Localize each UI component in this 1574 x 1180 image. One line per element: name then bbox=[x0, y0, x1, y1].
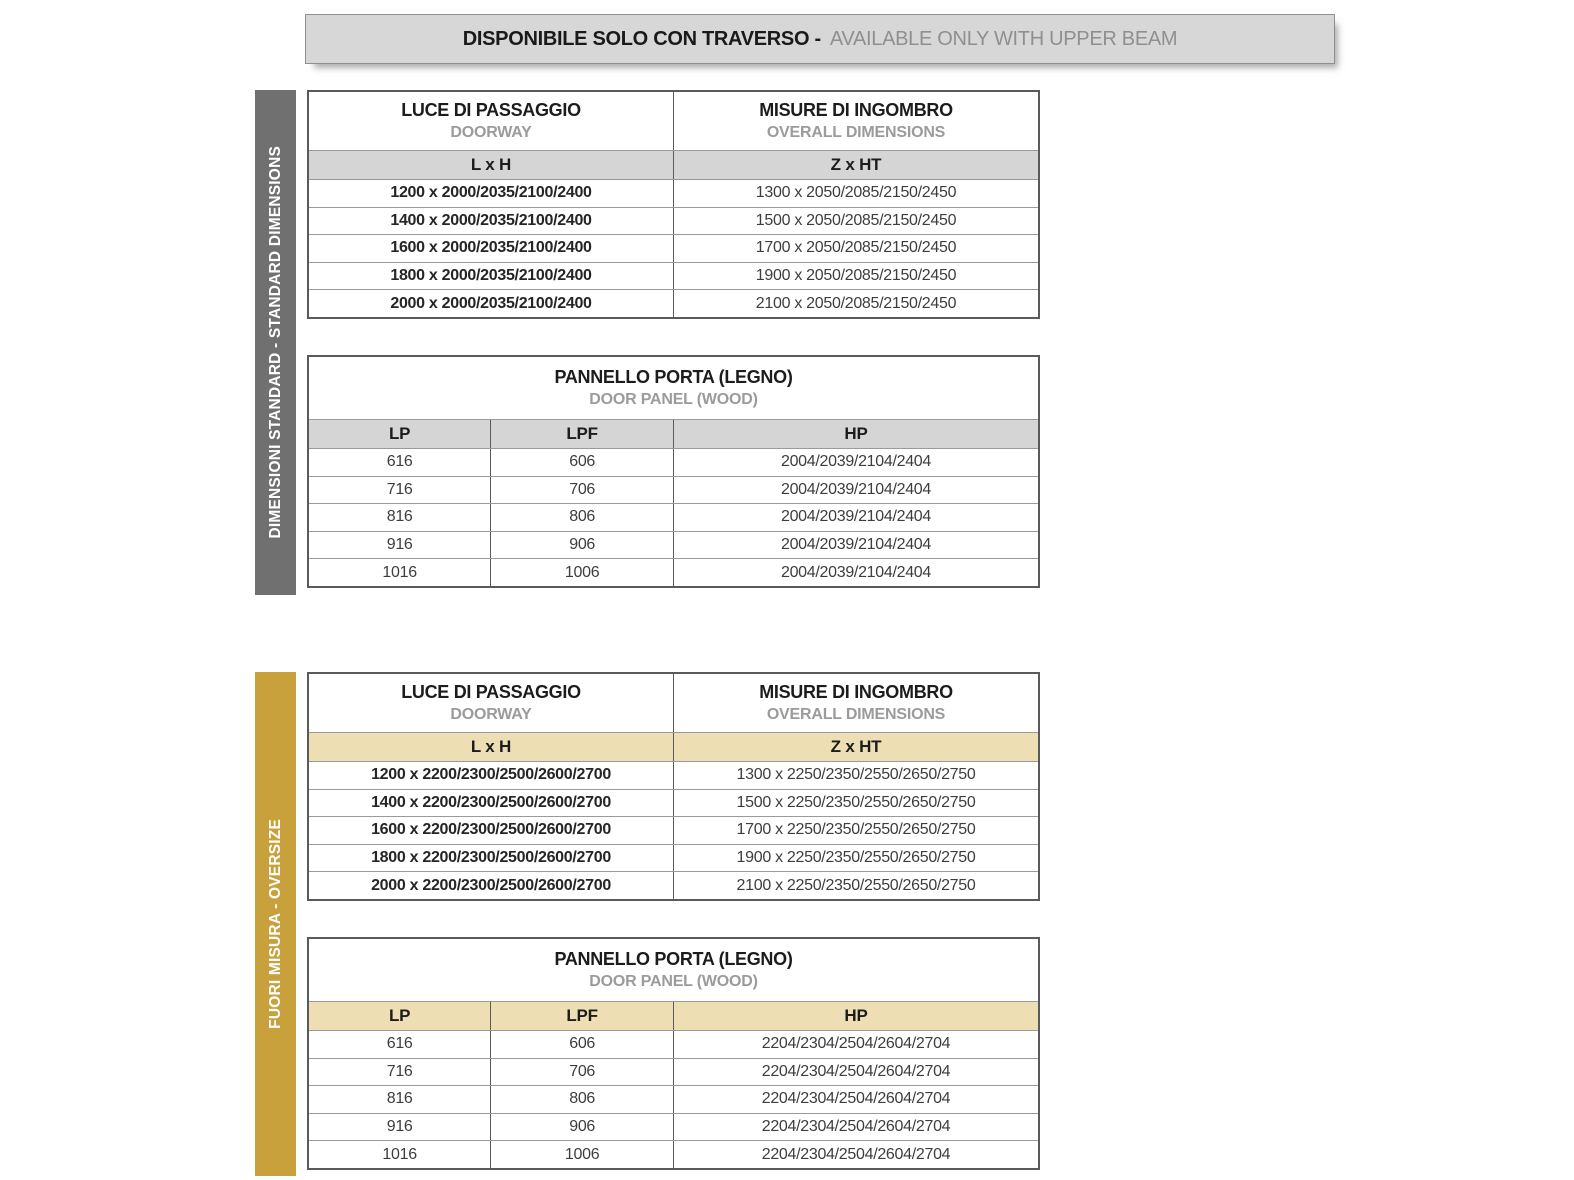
lxh-value: 1400 x 2000/2035/2100/2400 bbox=[308, 207, 674, 235]
table-row bbox=[308, 789, 1039, 817]
lxh-header: L x H bbox=[308, 733, 674, 762]
hp-value: 2204/2304/2504/2604/2704 bbox=[674, 1058, 1040, 1086]
hp-header: HP bbox=[674, 420, 1040, 449]
lxh-value: 1200 x 2200/2300/2500/2600/2700 bbox=[308, 762, 674, 790]
zxht-header: Z x HT bbox=[674, 151, 1040, 180]
lpf-value: 1006 bbox=[491, 559, 674, 587]
hp-value: 2004/2039/2104/2404 bbox=[674, 559, 1040, 587]
section-label-standard-text: DIMENSIONI STANDARD - STANDARD DIMENSIONS bbox=[266, 146, 284, 539]
hp-value: 2204/2304/2504/2604/2704 bbox=[674, 1141, 1040, 1169]
table-row bbox=[308, 207, 1039, 235]
zxht-value: 2100 x 2050/2085/2150/2450 bbox=[674, 290, 1040, 318]
lpf-value: 906 bbox=[491, 1113, 674, 1141]
table-title-row bbox=[308, 938, 1039, 1002]
lpf-value: 606 bbox=[491, 449, 674, 477]
doorway-title-en: DOORWAY bbox=[450, 123, 532, 141]
availability-banner bbox=[305, 14, 1335, 64]
table-row bbox=[308, 1113, 1039, 1141]
lp-value: 816 bbox=[308, 1086, 491, 1114]
overall-title-en: OVERALL DIMENSIONS bbox=[766, 705, 946, 723]
panel-title-it: PANNELLO PORTA (LEGNO) bbox=[554, 367, 793, 388]
lp-value: 916 bbox=[308, 531, 491, 559]
hp-value: 2004/2039/2104/2404 bbox=[674, 449, 1040, 477]
oversize-doorway-table bbox=[307, 672, 1040, 901]
zxht-value: 1300 x 2050/2085/2150/2450 bbox=[674, 180, 1040, 208]
table-title-row bbox=[308, 356, 1039, 420]
section-label-oversize bbox=[255, 672, 296, 1176]
lp-value: 716 bbox=[308, 1058, 491, 1086]
zxht-value: 2100 x 2250/2350/2550/2650/2750 bbox=[674, 872, 1040, 900]
overall-title-it: MISURE DI INGOMBRO bbox=[759, 682, 953, 703]
lp-value: 916 bbox=[308, 1113, 491, 1141]
hp-value: 2004/2039/2104/2404 bbox=[674, 504, 1040, 532]
standard-doorway-table bbox=[307, 90, 1040, 319]
lxh-value: 1600 x 2200/2300/2500/2600/2700 bbox=[308, 817, 674, 845]
table-row bbox=[308, 762, 1039, 790]
lp-value: 816 bbox=[308, 504, 491, 532]
table-row bbox=[308, 1031, 1039, 1059]
hp-value: 2004/2039/2104/2404 bbox=[674, 531, 1040, 559]
table-row bbox=[308, 1141, 1039, 1169]
section-label-standard bbox=[255, 90, 296, 595]
table-subheader-row bbox=[308, 733, 1039, 762]
banner-title-it: DISPONIBILE SOLO CON TRAVERSO - bbox=[462, 27, 821, 50]
hp-value: 2204/2304/2504/2604/2704 bbox=[674, 1031, 1040, 1059]
zxht-value: 1500 x 2250/2350/2550/2650/2750 bbox=[674, 789, 1040, 817]
hp-value: 2204/2304/2504/2604/2704 bbox=[674, 1113, 1040, 1141]
panel-header bbox=[308, 356, 1039, 420]
table-row bbox=[308, 476, 1039, 504]
zxht-value: 1500 x 2050/2085/2150/2450 bbox=[674, 207, 1040, 235]
oversize-panel-table bbox=[307, 937, 1040, 1170]
lxh-header: L x H bbox=[308, 151, 674, 180]
lpf-header: LPF bbox=[491, 420, 674, 449]
standard-panel-table bbox=[307, 355, 1040, 588]
panel-header bbox=[308, 938, 1039, 1002]
zxht-value: 1900 x 2050/2085/2150/2450 bbox=[674, 262, 1040, 290]
overall-title-en: OVERALL DIMENSIONS bbox=[766, 123, 946, 141]
table-row bbox=[308, 180, 1039, 208]
doorway-header bbox=[308, 673, 674, 733]
lxh-value: 1800 x 2200/2300/2500/2600/2700 bbox=[308, 844, 674, 872]
lpf-value: 906 bbox=[491, 531, 674, 559]
table-row bbox=[308, 1086, 1039, 1114]
zxht-value: 1900 x 2250/2350/2550/2650/2750 bbox=[674, 844, 1040, 872]
lxh-value: 2000 x 2200/2300/2500/2600/2700 bbox=[308, 872, 674, 900]
doorway-title-en: DOORWAY bbox=[450, 705, 532, 723]
lp-value: 616 bbox=[308, 449, 491, 477]
table-row bbox=[308, 504, 1039, 532]
lp-header: LP bbox=[308, 420, 491, 449]
lpf-value: 706 bbox=[491, 1058, 674, 1086]
lp-value: 716 bbox=[308, 476, 491, 504]
hp-header: HP bbox=[674, 1002, 1040, 1031]
lpf-value: 806 bbox=[491, 504, 674, 532]
table-row bbox=[308, 1058, 1039, 1086]
table-title-row bbox=[308, 91, 1039, 151]
table-row bbox=[308, 449, 1039, 477]
doorway-title-it: LUCE DI PASSAGGIO bbox=[401, 682, 581, 703]
table-subheader-row bbox=[308, 1002, 1039, 1031]
table-row bbox=[308, 262, 1039, 290]
lxh-value: 1200 x 2000/2035/2100/2400 bbox=[308, 180, 674, 208]
panel-title-it: PANNELLO PORTA (LEGNO) bbox=[554, 949, 793, 970]
table-row bbox=[308, 872, 1039, 900]
lp-header: LP bbox=[308, 1002, 491, 1031]
lpf-value: 606 bbox=[491, 1031, 674, 1059]
lxh-value: 1600 x 2000/2035/2100/2400 bbox=[308, 235, 674, 263]
hp-value: 2204/2304/2504/2604/2704 bbox=[674, 1086, 1040, 1114]
lp-value: 1016 bbox=[308, 1141, 491, 1169]
table-title-row bbox=[308, 673, 1039, 733]
panel-title-en: DOOR PANEL (WOOD) bbox=[589, 390, 758, 408]
doorway-title-it: LUCE DI PASSAGGIO bbox=[401, 100, 581, 121]
lp-value: 616 bbox=[308, 1031, 491, 1059]
lp-value: 1016 bbox=[308, 559, 491, 587]
lxh-value: 1800 x 2000/2035/2100/2400 bbox=[308, 262, 674, 290]
zxht-value: 1700 x 2050/2085/2150/2450 bbox=[674, 235, 1040, 263]
lxh-value: 1400 x 2200/2300/2500/2600/2700 bbox=[308, 789, 674, 817]
lpf-header: LPF bbox=[491, 1002, 674, 1031]
zxht-value: 1300 x 2250/2350/2550/2650/2750 bbox=[674, 762, 1040, 790]
zxht-value: 1700 x 2250/2350/2550/2650/2750 bbox=[674, 817, 1040, 845]
overall-dimensions-header bbox=[674, 673, 1040, 733]
banner-title-en: AVAILABLE ONLY WITH UPPER BEAM bbox=[829, 27, 1178, 50]
lpf-value: 1006 bbox=[491, 1141, 674, 1169]
lpf-value: 806 bbox=[491, 1086, 674, 1114]
table-subheader-row bbox=[308, 420, 1039, 449]
table-row bbox=[308, 290, 1039, 318]
table-subheader-row bbox=[308, 151, 1039, 180]
table-row bbox=[308, 531, 1039, 559]
table-row bbox=[308, 844, 1039, 872]
doorway-header bbox=[308, 91, 674, 151]
overall-dimensions-header bbox=[674, 91, 1040, 151]
overall-title-it: MISURE DI INGOMBRO bbox=[759, 100, 953, 121]
panel-title-en: DOOR PANEL (WOOD) bbox=[589, 972, 758, 990]
table-row bbox=[308, 235, 1039, 263]
table-row bbox=[308, 559, 1039, 587]
lpf-value: 706 bbox=[491, 476, 674, 504]
lxh-value: 2000 x 2000/2035/2100/2400 bbox=[308, 290, 674, 318]
zxht-header: Z x HT bbox=[674, 733, 1040, 762]
section-label-oversize-text: FUORI MISURA - OVERSIZE bbox=[266, 819, 284, 1029]
table-row bbox=[308, 817, 1039, 845]
hp-value: 2004/2039/2104/2404 bbox=[674, 476, 1040, 504]
